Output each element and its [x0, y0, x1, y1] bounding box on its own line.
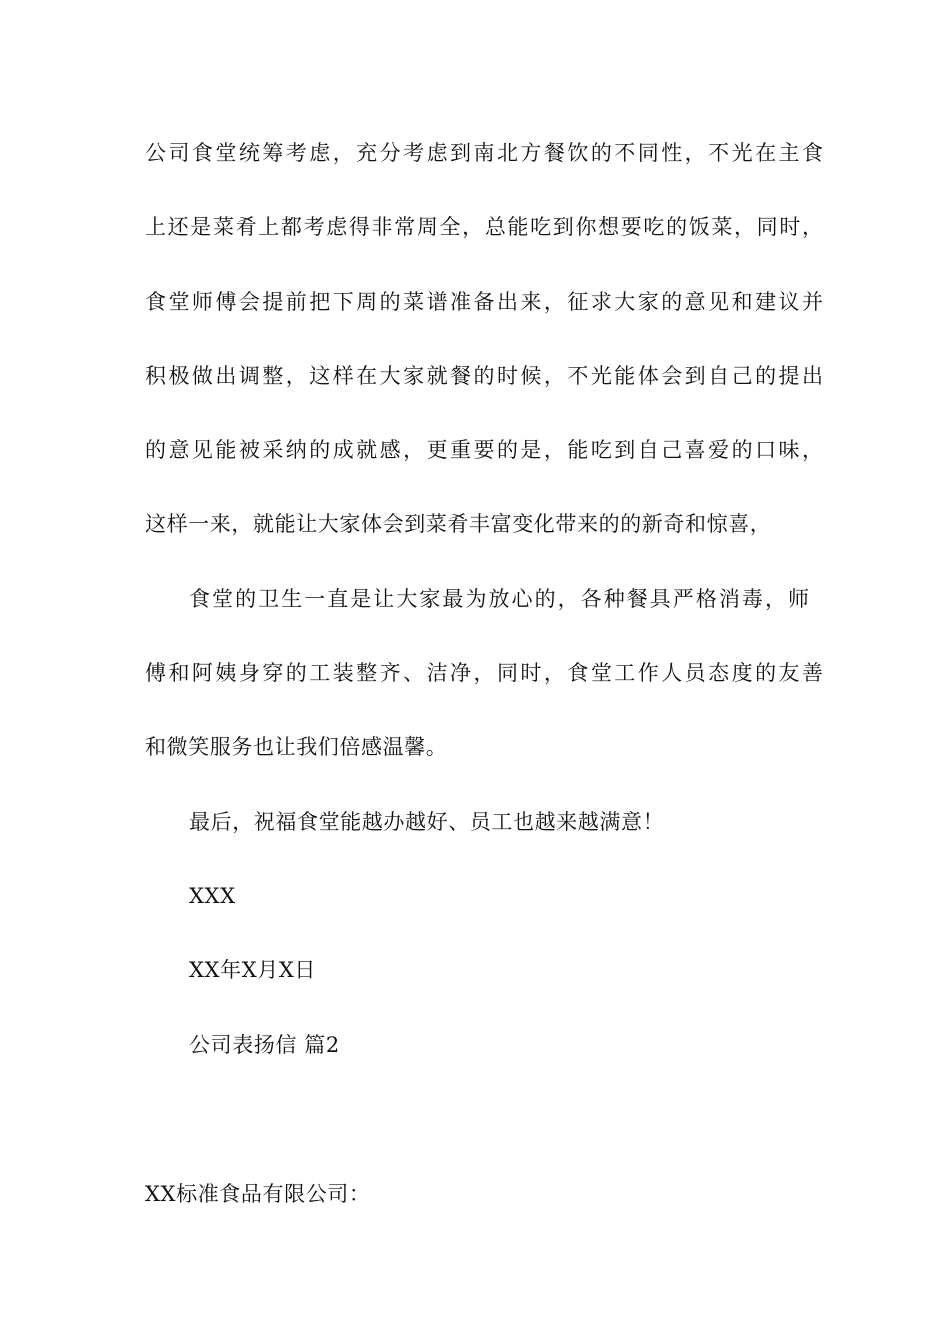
paragraph-line-1: 公司食堂统筹考虑，充分考虑到南北方餐饮的不同性，不光在主食 [145, 141, 823, 165]
closing-wish: 最后，祝福食堂能越办越好、员工也越来越满意！ [189, 810, 665, 834]
recipient-salutation: XX标准食品有限公司： [145, 1182, 371, 1206]
paragraph-line-6: 这样一来，就能让大家体会到菜肴丰富变化带来的的新奇和惊喜， [145, 512, 772, 536]
paragraph-line-7: 食堂的卫生一直是让大家最为放心的，各种餐具严格消毒，师 [189, 587, 809, 611]
paragraph-line-8: 傅和阿姨身穿的工装整齐、洁净，同时，食堂工作人员态度的友善 [145, 661, 823, 685]
paragraph-line-4: 积极做出调整，这样在大家就餐的时候，不光能体会到自己的提出 [145, 364, 823, 388]
signature-name: XXX [189, 884, 236, 908]
paragraph-line-3: 食堂师傅会提前把下周的菜谱准备出来，征求大家的意见和建议并 [145, 290, 823, 314]
section-heading: 公司表扬信 篇2 [189, 1033, 340, 1057]
paragraph-line-5: 的意见能被采纳的成就感，更重要的是，能吃到自己喜爱的口味， [145, 438, 823, 462]
paragraph-line-9: 和微笑服务也让我们倍感温馨。 [145, 735, 448, 759]
paragraph-line-2: 上还是菜肴上都考虑得非常周全，总能吃到你想要吃的饭菜，同时， [145, 215, 823, 239]
signature-date: XX年X月X日 [189, 958, 317, 982]
